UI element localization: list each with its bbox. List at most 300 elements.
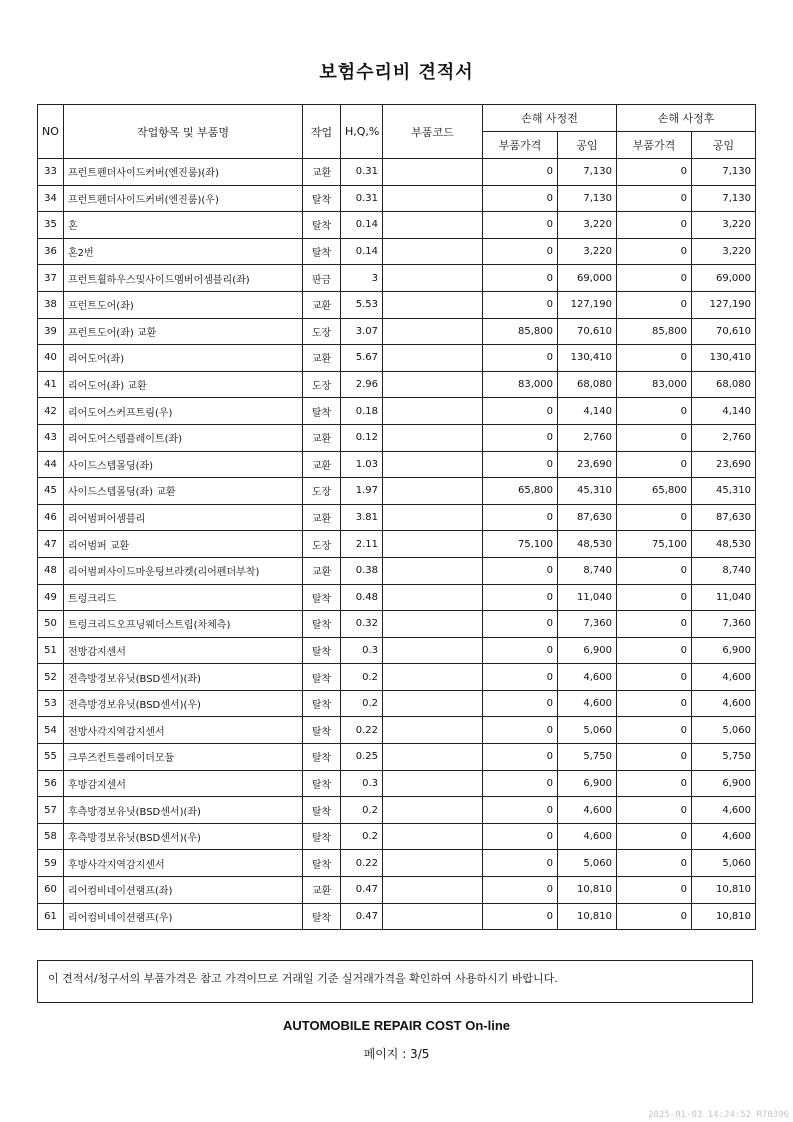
row-after-labor: 10,810 <box>692 877 756 904</box>
row-after-labor: 23,690 <box>692 451 756 478</box>
row-after-labor: 4,600 <box>692 823 756 850</box>
row-hq: 0.47 <box>341 877 383 904</box>
table-row <box>38 823 756 850</box>
row-work: 탈착 <box>303 903 341 930</box>
row-part-code <box>383 238 483 265</box>
row-after-part-price: 0 <box>617 637 692 664</box>
brand-footer: AUTOMOBILE REPAIR COST On-line <box>282 1018 511 1033</box>
row-part-code <box>383 212 483 239</box>
row-after-part-price: 0 <box>617 584 692 611</box>
row-no: 45 <box>38 478 64 505</box>
row-after-part-price: 0 <box>617 451 692 478</box>
row-part-code <box>383 850 483 877</box>
row-before-part-price: 0 <box>483 717 558 744</box>
row-hq: 0.38 <box>341 557 383 584</box>
row-no: 53 <box>38 690 64 717</box>
row-after-part-price: 0 <box>617 424 692 451</box>
row-before-part-price: 0 <box>483 611 558 638</box>
row-item-name: 사이드스텝몰딩(좌) 교환 <box>64 478 303 505</box>
row-item-name: 리어도어(좌) 교환 <box>64 371 303 398</box>
row-hq: 0.12 <box>341 424 383 451</box>
row-before-labor: 3,220 <box>558 238 617 265</box>
row-after-part-price: 0 <box>617 291 692 318</box>
row-work: 탈착 <box>303 238 341 265</box>
row-hq: 0.22 <box>341 850 383 877</box>
row-after-part-price: 0 <box>617 504 692 531</box>
row-no: 50 <box>38 611 64 638</box>
row-work: 교환 <box>303 557 341 584</box>
row-hq: 0.2 <box>341 797 383 824</box>
row-work: 탈착 <box>303 744 341 771</box>
row-before-part-price: 0 <box>483 823 558 850</box>
row-before-part-price: 0 <box>483 424 558 451</box>
header-after-part-price: 부품가격 <box>617 132 692 159</box>
row-item-name: 리어도어스텝플레이트(좌) <box>64 424 303 451</box>
table-row <box>38 504 756 531</box>
row-work: 도장 <box>303 478 341 505</box>
row-no: 39 <box>38 318 64 345</box>
row-work: 탈착 <box>303 797 341 824</box>
estimate-table <box>37 104 756 930</box>
row-before-labor: 3,220 <box>558 212 617 239</box>
row-item-name: 프런트도어(좌) 교환 <box>64 318 303 345</box>
table-row <box>38 664 756 691</box>
table-row <box>38 424 756 451</box>
row-after-part-price: 0 <box>617 770 692 797</box>
row-before-labor: 4,140 <box>558 398 617 425</box>
row-part-code <box>383 823 483 850</box>
row-part-code <box>383 345 483 372</box>
table-row <box>38 185 756 212</box>
table-row <box>38 318 756 345</box>
row-item-name: 리어범퍼어셈블리 <box>64 504 303 531</box>
row-before-labor: 5,060 <box>558 850 617 877</box>
row-before-labor: 7,130 <box>558 185 617 212</box>
row-before-part-price: 0 <box>483 770 558 797</box>
table-row <box>38 159 756 186</box>
row-hq: 3.07 <box>341 318 383 345</box>
header-hq: H,Q,% <box>341 105 383 159</box>
row-item-name: 리어범퍼사이드마운팅브라켓(리어펜더부착) <box>64 557 303 584</box>
row-item-name: 프런트휠하우스및사이드멤버어셈블리(좌) <box>64 265 303 292</box>
page-number: 페이지 : 3/5 <box>363 1047 430 1061</box>
table-row <box>38 557 756 584</box>
row-no: 41 <box>38 371 64 398</box>
row-after-part-price: 85,800 <box>617 318 692 345</box>
row-before-labor: 87,630 <box>558 504 617 531</box>
row-before-part-price: 0 <box>483 185 558 212</box>
row-before-labor: 10,810 <box>558 877 617 904</box>
row-item-name: 사이드스텝몰딩(좌) <box>64 451 303 478</box>
row-before-part-price: 0 <box>483 850 558 877</box>
row-no: 60 <box>38 877 64 904</box>
header-before-part-price: 부품가격 <box>483 132 558 159</box>
row-before-labor: 4,600 <box>558 664 617 691</box>
row-hq: 0.14 <box>341 238 383 265</box>
row-item-name: 크루즈컨트롤레이더모듈 <box>64 744 303 771</box>
row-no: 51 <box>38 637 64 664</box>
row-before-part-price: 0 <box>483 584 558 611</box>
row-before-labor: 4,600 <box>558 690 617 717</box>
row-after-labor: 70,610 <box>692 318 756 345</box>
row-after-part-price: 0 <box>617 611 692 638</box>
document-title: 보험수리비 견적서 <box>319 62 474 83</box>
table-row <box>38 611 756 638</box>
row-after-labor: 5,750 <box>692 744 756 771</box>
row-hq: 0.22 <box>341 717 383 744</box>
row-no: 61 <box>38 903 64 930</box>
row-after-labor: 3,220 <box>692 238 756 265</box>
row-no: 55 <box>38 744 64 771</box>
header-work: 작업 <box>303 105 341 159</box>
row-hq: 0.32 <box>341 611 383 638</box>
row-before-part-price: 0 <box>483 291 558 318</box>
row-before-labor: 7,130 <box>558 159 617 186</box>
row-work: 교환 <box>303 877 341 904</box>
row-hq: 1.97 <box>341 478 383 505</box>
row-after-labor: 45,310 <box>692 478 756 505</box>
row-part-code <box>383 770 483 797</box>
row-no: 47 <box>38 531 64 558</box>
row-before-part-price: 0 <box>483 265 558 292</box>
row-after-labor: 10,810 <box>692 903 756 930</box>
row-hq: 0.48 <box>341 584 383 611</box>
row-item-name: 리어컴비네이션램프(좌) <box>64 877 303 904</box>
row-part-code <box>383 185 483 212</box>
row-no: 57 <box>38 797 64 824</box>
row-hq: 2.11 <box>341 531 383 558</box>
row-part-code <box>383 451 483 478</box>
row-before-labor: 11,040 <box>558 584 617 611</box>
row-item-name: 트렁크리드 <box>64 584 303 611</box>
row-after-labor: 68,080 <box>692 371 756 398</box>
row-hq: 1.03 <box>341 451 383 478</box>
row-before-labor: 127,190 <box>558 291 617 318</box>
row-item-name: 리어도어스커프트림(우) <box>64 398 303 425</box>
row-no: 37 <box>38 265 64 292</box>
row-no: 43 <box>38 424 64 451</box>
row-no: 34 <box>38 185 64 212</box>
row-no: 46 <box>38 504 64 531</box>
row-before-labor: 7,360 <box>558 611 617 638</box>
row-no: 38 <box>38 291 64 318</box>
row-after-labor: 7,130 <box>692 185 756 212</box>
row-item-name: 전방사각지역감지센서 <box>64 717 303 744</box>
row-work: 탈착 <box>303 212 341 239</box>
row-no: 52 <box>38 664 64 691</box>
row-after-part-price: 0 <box>617 212 692 239</box>
row-hq: 0.18 <box>341 398 383 425</box>
row-item-name: 리어컴비네이션램프(우) <box>64 903 303 930</box>
row-work: 탈착 <box>303 398 341 425</box>
row-before-labor: 130,410 <box>558 345 617 372</box>
row-after-labor: 4,140 <box>692 398 756 425</box>
row-hq: 3 <box>341 265 383 292</box>
row-after-part-price: 0 <box>617 717 692 744</box>
row-before-part-price: 0 <box>483 504 558 531</box>
table-row <box>38 744 756 771</box>
estimate-rows <box>38 159 756 930</box>
row-after-part-price: 0 <box>617 185 692 212</box>
row-hq: 0.47 <box>341 903 383 930</box>
row-work: 교환 <box>303 345 341 372</box>
row-before-labor: 4,600 <box>558 797 617 824</box>
row-work: 교환 <box>303 159 341 186</box>
row-item-name: 전측방경보유닛(BSD센서)(우) <box>64 690 303 717</box>
row-no: 49 <box>38 584 64 611</box>
header-after: 손해 사정후 <box>617 105 756 132</box>
row-work: 탈착 <box>303 823 341 850</box>
table-row <box>38 690 756 717</box>
header-before: 손해 사정전 <box>483 105 617 132</box>
row-before-part-price: 83,000 <box>483 371 558 398</box>
row-item-name: 프런트도어(좌) <box>64 291 303 318</box>
row-item-name: 혼 <box>64 212 303 239</box>
row-before-part-price: 65,800 <box>483 478 558 505</box>
row-item-name: 프런트펜더사이드커버(엔진룸)(우) <box>64 185 303 212</box>
table-row <box>38 478 756 505</box>
table-row <box>38 212 756 239</box>
table-row <box>38 717 756 744</box>
row-part-code <box>383 664 483 691</box>
row-work: 탈착 <box>303 770 341 797</box>
row-before-labor: 2,760 <box>558 424 617 451</box>
row-work: 도장 <box>303 531 341 558</box>
row-after-labor: 5,060 <box>692 717 756 744</box>
row-before-part-price: 0 <box>483 797 558 824</box>
table-row <box>38 345 756 372</box>
row-no: 40 <box>38 345 64 372</box>
row-before-part-price: 0 <box>483 637 558 664</box>
row-before-labor: 10,810 <box>558 903 617 930</box>
row-work: 탈착 <box>303 637 341 664</box>
row-after-part-price: 0 <box>617 903 692 930</box>
row-part-code <box>383 291 483 318</box>
row-hq: 0.2 <box>341 664 383 691</box>
row-after-part-price: 0 <box>617 557 692 584</box>
row-part-code <box>383 744 483 771</box>
row-work: 탈착 <box>303 611 341 638</box>
table-row <box>38 637 756 664</box>
row-before-part-price: 85,800 <box>483 318 558 345</box>
row-after-part-price: 0 <box>617 797 692 824</box>
row-after-labor: 11,040 <box>692 584 756 611</box>
row-hq: 0.2 <box>341 823 383 850</box>
row-part-code <box>383 797 483 824</box>
table-row <box>38 797 756 824</box>
table-row <box>38 877 756 904</box>
row-work: 판금 <box>303 265 341 292</box>
row-hq: 0.2 <box>341 690 383 717</box>
row-work: 탈착 <box>303 690 341 717</box>
row-no: 44 <box>38 451 64 478</box>
row-before-labor: 48,530 <box>558 531 617 558</box>
row-before-part-price: 0 <box>483 159 558 186</box>
row-before-labor: 5,060 <box>558 717 617 744</box>
row-before-labor: 5,750 <box>558 744 617 771</box>
row-item-name: 혼2번 <box>64 238 303 265</box>
row-before-part-price: 0 <box>483 690 558 717</box>
row-after-labor: 7,360 <box>692 611 756 638</box>
row-no: 56 <box>38 770 64 797</box>
row-hq: 0.25 <box>341 744 383 771</box>
row-after-part-price: 0 <box>617 744 692 771</box>
row-no: 59 <box>38 850 64 877</box>
row-item-name: 전측방경보유닛(BSD센서)(좌) <box>64 664 303 691</box>
row-before-labor: 70,610 <box>558 318 617 345</box>
row-after-labor: 6,900 <box>692 770 756 797</box>
table-row <box>38 531 756 558</box>
row-before-part-price: 0 <box>483 345 558 372</box>
row-before-part-price: 0 <box>483 238 558 265</box>
table-row <box>38 584 756 611</box>
row-before-labor: 4,600 <box>558 823 617 850</box>
row-hq: 5.53 <box>341 291 383 318</box>
table-row <box>38 451 756 478</box>
row-no: 48 <box>38 557 64 584</box>
row-hq: 2.96 <box>341 371 383 398</box>
row-after-labor: 4,600 <box>692 664 756 691</box>
row-hq: 3.81 <box>341 504 383 531</box>
table-row <box>38 398 756 425</box>
row-part-code <box>383 557 483 584</box>
row-after-labor: 69,000 <box>692 265 756 292</box>
row-part-code <box>383 504 483 531</box>
row-hq: 0.3 <box>341 770 383 797</box>
row-item-name: 프런트펜더사이드커버(엔진룸)(좌) <box>64 159 303 186</box>
row-item-name: 후방감지센서 <box>64 770 303 797</box>
row-part-code <box>383 424 483 451</box>
row-hq: 0.31 <box>341 159 383 186</box>
row-item-name: 리어도어(좌) <box>64 345 303 372</box>
row-after-labor: 48,530 <box>692 531 756 558</box>
row-part-code <box>383 159 483 186</box>
row-item-name: 후측방경보유닛(BSD센서)(우) <box>64 823 303 850</box>
row-work: 교환 <box>303 451 341 478</box>
row-after-part-price: 0 <box>617 345 692 372</box>
table-row <box>38 903 756 930</box>
table-row <box>38 238 756 265</box>
row-before-part-price: 0 <box>483 557 558 584</box>
row-hq: 0.31 <box>341 185 383 212</box>
row-part-code <box>383 637 483 664</box>
row-before-labor: 8,740 <box>558 557 617 584</box>
row-before-part-price: 0 <box>483 744 558 771</box>
row-after-labor: 6,900 <box>692 637 756 664</box>
row-work: 도장 <box>303 371 341 398</box>
row-after-labor: 7,130 <box>692 159 756 186</box>
row-work: 교환 <box>303 504 341 531</box>
row-after-part-price: 75,100 <box>617 531 692 558</box>
row-before-labor: 68,080 <box>558 371 617 398</box>
row-before-part-price: 75,100 <box>483 531 558 558</box>
row-hq: 5.67 <box>341 345 383 372</box>
row-item-name: 전방감지센서 <box>64 637 303 664</box>
row-after-part-price: 0 <box>617 238 692 265</box>
header-no: NO <box>38 105 64 159</box>
row-part-code <box>383 531 483 558</box>
table-row <box>38 770 756 797</box>
row-part-code <box>383 584 483 611</box>
row-part-code <box>383 611 483 638</box>
price-notice: 이 견적서/청구서의 부품가격은 참고 가격이므로 거래일 기준 실거래가격을 확인하여 사용하시기 바랍니다. <box>37 960 753 1003</box>
row-hq: 0.3 <box>341 637 383 664</box>
row-before-part-price: 0 <box>483 664 558 691</box>
row-part-code <box>383 903 483 930</box>
row-after-labor: 130,410 <box>692 345 756 372</box>
row-before-part-price: 0 <box>483 398 558 425</box>
row-part-code <box>383 690 483 717</box>
row-after-part-price: 0 <box>617 265 692 292</box>
header-item: 작업항목 및 부품명 <box>64 105 303 159</box>
row-part-code <box>383 265 483 292</box>
row-no: 58 <box>38 823 64 850</box>
row-no: 36 <box>38 238 64 265</box>
row-item-name: 트렁크리드오프닝웨더스트립(차체측) <box>64 611 303 638</box>
row-after-labor: 2,760 <box>692 424 756 451</box>
row-item-name: 리어범퍼 교환 <box>64 531 303 558</box>
row-part-code <box>383 478 483 505</box>
row-item-name: 후방사각지역감지센서 <box>64 850 303 877</box>
row-before-labor: 45,310 <box>558 478 617 505</box>
header-after-labor: 공임 <box>692 132 756 159</box>
row-work: 도장 <box>303 318 341 345</box>
row-after-part-price: 0 <box>617 823 692 850</box>
row-part-code <box>383 877 483 904</box>
row-after-labor: 87,630 <box>692 504 756 531</box>
row-part-code <box>383 398 483 425</box>
table-row <box>38 265 756 292</box>
row-no: 35 <box>38 212 64 239</box>
row-after-part-price: 0 <box>617 664 692 691</box>
row-after-labor: 5,060 <box>692 850 756 877</box>
table-row <box>38 850 756 877</box>
row-after-part-price: 0 <box>617 690 692 717</box>
row-no: 33 <box>38 159 64 186</box>
row-after-labor: 3,220 <box>692 212 756 239</box>
row-work: 탈착 <box>303 664 341 691</box>
row-before-part-price: 0 <box>483 877 558 904</box>
row-work: 탈착 <box>303 850 341 877</box>
row-before-labor: 23,690 <box>558 451 617 478</box>
print-timestamp: 2025-01-03 14:24:52 R70396 <box>648 1110 789 1120</box>
row-before-labor: 6,900 <box>558 770 617 797</box>
row-work: 교환 <box>303 291 341 318</box>
row-after-labor: 8,740 <box>692 557 756 584</box>
row-item-name: 후측방경보유닛(BSD센서)(좌) <box>64 797 303 824</box>
header-before-labor: 공임 <box>558 132 617 159</box>
table-row <box>38 291 756 318</box>
row-after-part-price: 65,800 <box>617 478 692 505</box>
row-part-code <box>383 371 483 398</box>
row-before-labor: 6,900 <box>558 637 617 664</box>
row-no: 42 <box>38 398 64 425</box>
row-work: 교환 <box>303 424 341 451</box>
header-code: 부품코드 <box>383 105 483 159</box>
row-after-labor: 4,600 <box>692 690 756 717</box>
row-part-code <box>383 717 483 744</box>
row-before-part-price: 0 <box>483 903 558 930</box>
row-work: 탈착 <box>303 717 341 744</box>
row-after-part-price: 0 <box>617 850 692 877</box>
row-no: 54 <box>38 717 64 744</box>
row-before-part-price: 0 <box>483 212 558 239</box>
row-work: 탈착 <box>303 584 341 611</box>
row-after-part-price: 0 <box>617 398 692 425</box>
row-after-labor: 4,600 <box>692 797 756 824</box>
row-after-part-price: 83,000 <box>617 371 692 398</box>
row-after-part-price: 0 <box>617 877 692 904</box>
